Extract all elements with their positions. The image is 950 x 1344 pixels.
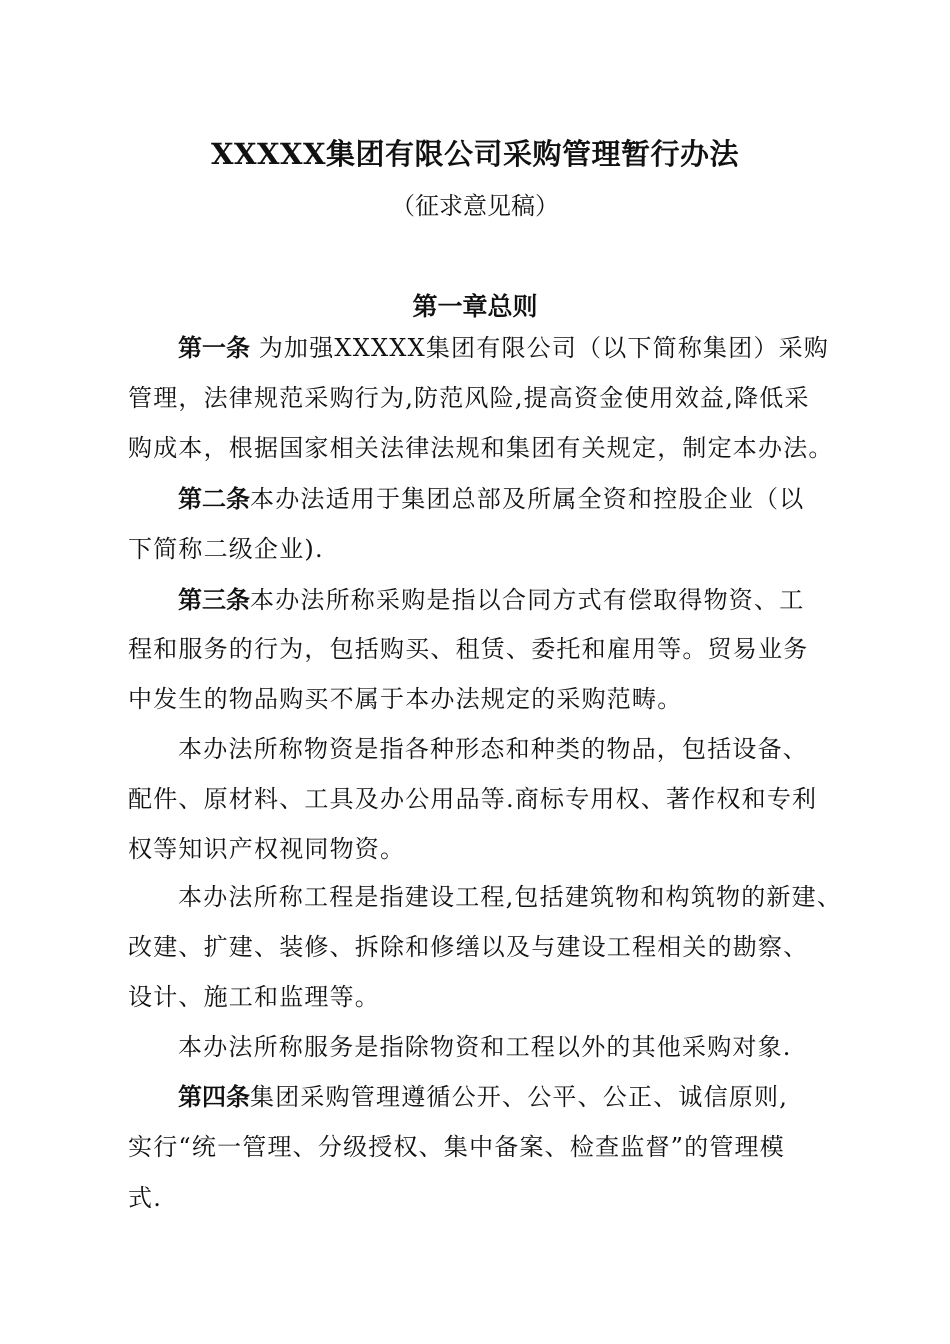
text-line — [128, 932, 808, 962]
text-line — [178, 585, 804, 615]
line-text: 下简称二级企业). — [128, 535, 324, 563]
document-title: XXXXX集团有限公司采购管理暂行办法 — [210, 137, 739, 171]
text-line — [128, 433, 834, 463]
line-text: 中发生的物品购买不属于本办法规定的采购范畴。 — [128, 685, 683, 713]
line-text: 式. — [128, 1184, 163, 1212]
text-line — [128, 634, 808, 664]
text-line — [178, 734, 808, 764]
text-line — [128, 383, 810, 413]
article-number: 第四条 — [178, 1082, 250, 1111]
text-line — [128, 1183, 162, 1213]
line-text: 改建、扩建、装修、拆除和修缮以及与建设工程相关的勘察、 — [128, 933, 809, 961]
line-text: 本办法所称服务是指除物资和工程以外的其他采购对象. — [178, 1033, 792, 1061]
line-text: 购成本，根据国家相关法律法规和集团有关规定，制定本办法。 — [128, 434, 834, 462]
line-text: 本办法所称物资是指各种形态和种类的物品，包括设备、 — [178, 735, 808, 763]
line-text: 为加强XXXXX集团有限公司（以下简称集团）采购 — [250, 334, 830, 362]
text-line — [128, 534, 324, 564]
line-text: 本办法适用于集团总部及所属全资和控股企业（以 — [250, 485, 805, 513]
text-line — [128, 684, 682, 714]
article-number: 第三条 — [178, 585, 250, 614]
line-text: 实行“统一管理、分级授权、集中备案、检查监督”的管理模 — [128, 1133, 785, 1161]
line-text: 本办法所称采购是指以合同方式有偿取得物资、工 — [250, 586, 805, 614]
text-line — [128, 982, 380, 1012]
line-text: 程和服务的行为，包括购买、租赁、委托和雇用等。贸易业务 — [128, 635, 809, 663]
text-line — [128, 834, 405, 864]
line-text: 管理，法律规范采购行为,防范风险,提高资金使用效益,降低采 — [128, 384, 810, 412]
text-line — [178, 1082, 788, 1112]
line-text: 集团采购管理遵循公开、公平、公正、诚信原则, — [250, 1083, 789, 1111]
text-line — [178, 333, 829, 363]
article-number: 第二条 — [178, 484, 250, 513]
text-line — [178, 882, 842, 912]
text-line — [178, 484, 804, 514]
text-line — [178, 1032, 792, 1062]
line-text: 本办法所称工程是指建设工程,包括建筑物和构筑物的新建、 — [178, 883, 843, 911]
text-line — [128, 1132, 785, 1162]
document-subtitle: （征求意见稿） — [391, 192, 559, 220]
line-text: 配件、原材料、工具及办公用品等.商标专用权、著作权和专利 — [128, 785, 818, 813]
chapter-heading: 第一章总则 — [412, 292, 538, 321]
text-line — [128, 784, 817, 814]
line-text: 设计、施工和监理等。 — [128, 983, 380, 1011]
article-number: 第一条 — [178, 333, 250, 362]
line-text: 权等知识产权视同物资。 — [128, 835, 406, 863]
